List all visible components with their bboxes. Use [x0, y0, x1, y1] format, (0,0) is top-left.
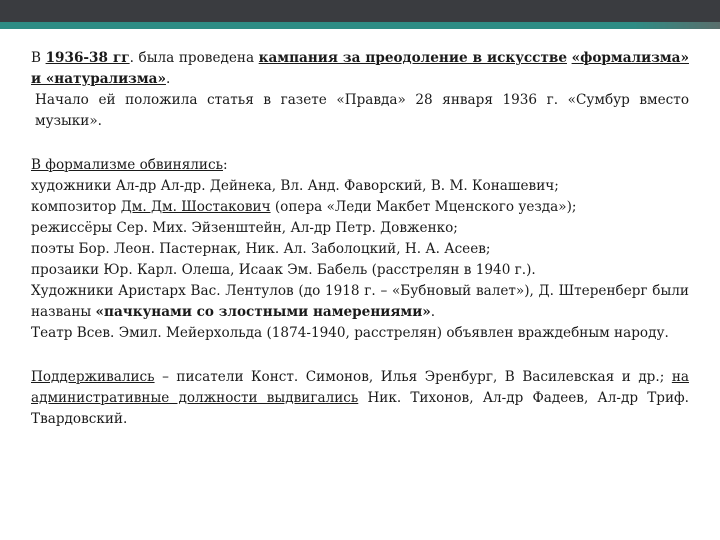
composer-label: композитор — [31, 199, 121, 215]
heading-colon: : — [223, 157, 228, 173]
supported-paragraph — [31, 367, 689, 430]
intro-paragraph — [31, 48, 689, 90]
accused-theatre: Театр Всев. Эмил. Мейерхольда (1874-1940, расстрелян) объявлен враждебным народу. — [31, 325, 669, 341]
supported-heading: Поддерживались — [31, 369, 155, 385]
accused-painters — [31, 281, 689, 323]
intro-text: . была проведена — [129, 50, 259, 66]
supported-text: Ник. Тихонов, Ал-др Фадеев, Ал-др Триф. Твардовский. — [31, 390, 689, 427]
campaign-highlight: кампания за преодоление в искусстве — [258, 50, 567, 66]
years-highlight: 1936-38 гг — [45, 50, 130, 66]
spacer — [31, 132, 689, 155]
accused-prose: прозаики Юр. Карл. Олеша, Исаак Эм. Бабель (расстрелян в 1940 г.). — [31, 262, 536, 278]
intro-line-2: Начало ей положила статья в газете «Правда» 28 января 1936 г. «Сумбур вместо музыки». — [35, 92, 689, 129]
slide-content — [31, 48, 689, 430]
composer-name: Дм. Дм. Шостакович — [120, 199, 271, 215]
header-bar — [0, 0, 720, 22]
admin-highlight: на административные должности выдвигались — [31, 369, 689, 406]
spacer — [31, 344, 689, 367]
accused-artists: художники Ал-др Ал-др. Дейнека, Вл. Анд. Фаворский, В. М. Конашевич; — [31, 178, 559, 194]
accused-composer — [31, 197, 689, 218]
composer-detail: (опера «Леди Макбет Мценского уезда»); — [270, 199, 577, 215]
accused-heading-text: В формализме обвинялись — [31, 157, 223, 173]
supported-text: – писатели Конст. Симонов, Илья Эренбург, В Василевская и др.; — [154, 369, 672, 385]
painters-text: . — [430, 304, 436, 320]
accused-directors: режиссёры Сер. Мих. Эйзенштейн, Ал-др Петр. Довженко; — [31, 220, 458, 236]
intro-text: В — [31, 50, 46, 66]
campaign-highlight-2: «формализма» и «натурализма» — [31, 50, 689, 87]
accused-poets: поэты Бор. Леон. Пастернак, Ник. Ал. Заболоцкий, Н. А. Асеев; — [31, 241, 491, 257]
accused-heading — [31, 155, 689, 176]
painters-quote: «пачкунами со злостными намерениями» — [95, 304, 431, 320]
intro-text: . — [165, 71, 171, 87]
painters-text: Художники Аристарх Вас. Лентулов (до 1918 г. – «Бубновый валет»), Д. Штеренберг были названы — [31, 283, 689, 320]
accent-strip — [0, 22, 720, 29]
